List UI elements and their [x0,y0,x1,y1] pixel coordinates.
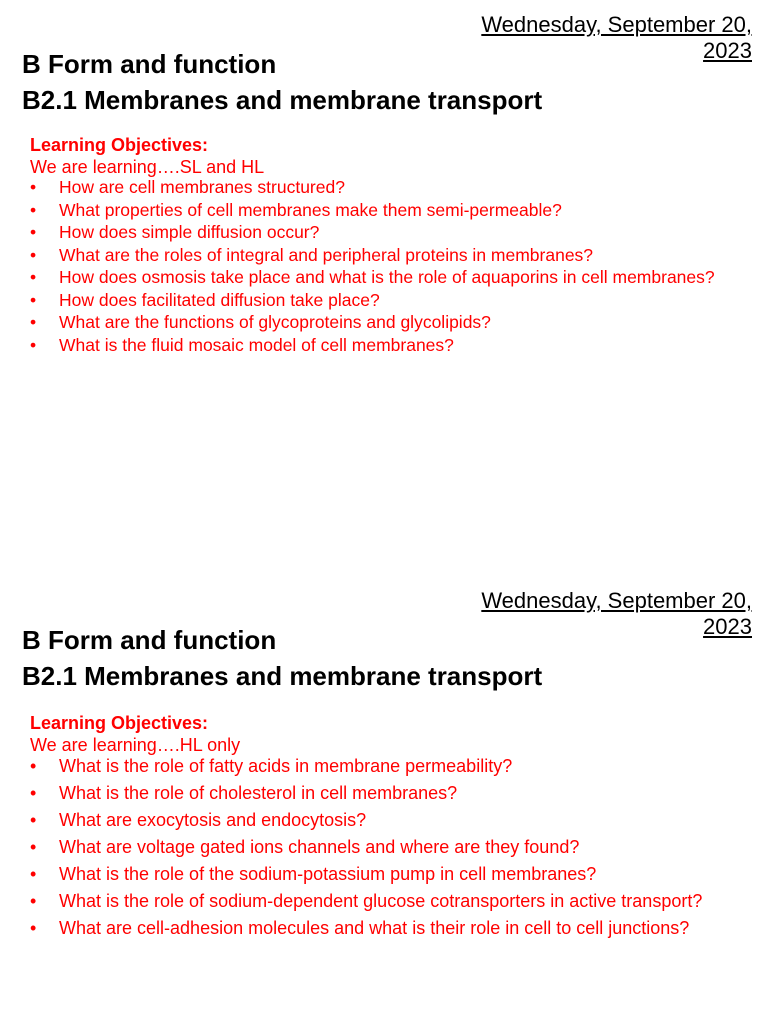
bullet-icon: • [30,267,37,287]
objective-item [30,201,748,219]
slide-titles [22,46,542,118]
objective-item [30,268,748,286]
objective-item [30,837,748,858]
bullet-icon: • [30,810,37,830]
objective-text: What are cell-adhesion molecules and what is their role in cell to cell junctions? [59,918,690,938]
bullet-icon: • [30,289,37,310]
bullet-icon: • [30,756,37,776]
objective-text: What is the role of the sodium-potassium pump in cell membranes? [59,864,597,884]
objective-text: What is the role of fatty acids in membrane permeability? [59,756,513,776]
bullet-icon: • [30,837,37,857]
objective-text: What is the role of cholesterol in cell membranes? [59,783,458,803]
subtopic-title: B2.1 Membranes and membrane transport [22,661,543,691]
objective-item [30,246,748,264]
bullet-icon: • [30,783,37,803]
slide-titles [22,622,542,694]
learning-level-line: We are learning….SL and HL [30,157,265,177]
objective-item [30,891,748,912]
objective-item [30,223,748,241]
objective-text: What are the roles of integral and peripheral proteins in membranes? [59,244,594,265]
slide-hl-only [0,576,768,1024]
learning-level-line: We are learning….HL only [30,735,241,755]
objective-text: What is the fluid mosaic model of cell membranes? [59,334,454,355]
objective-text: What are voltage gated ions channels and where are they found? [59,837,580,857]
slide-date: Wednesday, September 20, 2023 [481,12,752,63]
objective-item [30,756,748,777]
objective-text: How does simple diffusion occur? [59,222,320,242]
bullet-icon: • [30,864,37,884]
bullet-icon: • [30,312,37,332]
objectives-heading: Learning Objectives: [30,713,209,733]
bullet-icon: • [30,244,37,265]
topic-title: B Form and function [22,625,277,655]
learning-objectives [30,712,748,945]
objective-text: How are cell membranes structured? [59,177,345,197]
bullet-icon: • [30,177,37,197]
objectives-list [30,756,748,939]
objective-item [30,313,748,331]
bullet-icon: • [30,918,37,938]
objective-text: How does facilitated diffusion take place? [59,289,380,310]
objective-text: What are exocytosis and endocytosis? [59,810,367,830]
objective-text: What are the functions of glycoproteins and glycolipids? [59,312,491,332]
bullet-icon: • [30,199,37,220]
objective-item [30,918,748,939]
slide-date: Wednesday, September 20, 2023 [481,588,752,639]
objectives-heading: Learning Objectives: [30,135,209,155]
objective-item [30,291,748,309]
objective-item [30,864,748,885]
objective-item [30,810,748,831]
objectives-list [30,178,748,354]
subtopic-title: B2.1 Membranes and membrane transport [22,85,543,115]
learning-objectives [30,134,748,358]
objective-item [30,783,748,804]
objective-item [30,336,748,354]
bullet-icon: • [30,334,37,355]
objective-text: What is the role of sodium-dependent glucose cotransporters in active transport? [59,891,703,911]
bullet-icon: • [30,222,37,242]
bullet-icon: • [30,891,37,911]
topic-title: B Form and function [22,49,277,79]
objective-item [30,178,748,196]
objective-text: What properties of cell membranes make them semi-permeable? [59,199,562,220]
objective-text: How does osmosis take place and what is the role of aquaporins in cell membranes? [59,267,715,287]
